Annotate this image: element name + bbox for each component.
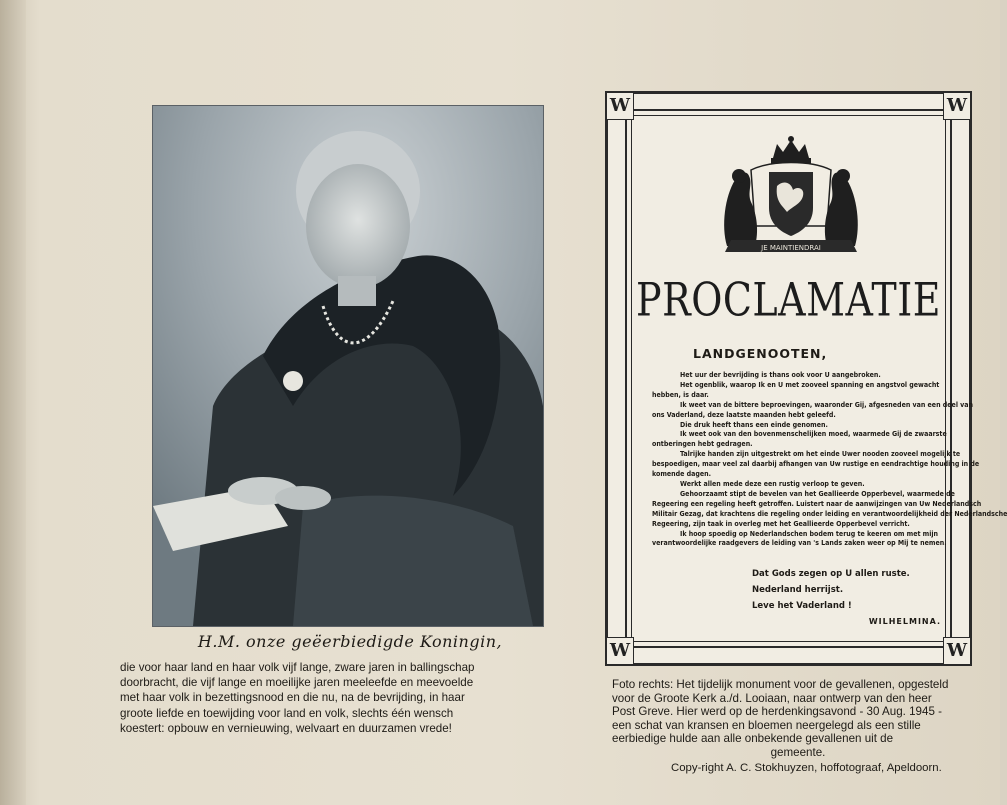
photo-credit-text — [612, 678, 984, 760]
svg-text:JE MAINTIENDRAI: JE MAINTIENDRAI — [761, 244, 821, 252]
closing-line: Dat Gods zegen op U allen ruste. — [752, 569, 910, 579]
body-line: komende dagen. — [652, 470, 712, 479]
body-line: verantwoordelijke raadgevers de leiding van 's Lands zaken weer op Mij te nemen. — [652, 539, 947, 548]
body-line: ontberingen hebt gedragen. — [652, 440, 753, 449]
closing-line: Nederland herrijst. — [752, 585, 844, 595]
body-line: Regeering een regeling heeft getroffen. Luistert naar de aanwijzingen van Uw Nederlandsch — [652, 499, 982, 508]
portrait-caption-text — [120, 660, 550, 736]
poster-title: PROCLAMATIE — [636, 273, 941, 327]
body-line: Ik weet van de bittere beproevingen, waaronder Gij, afgesneden van een deel van — [680, 400, 973, 409]
proclamation-signature: WILHELMINA. — [868, 617, 941, 626]
proclamation-poster — [605, 91, 1007, 666]
caption-line: koestert: opbouw en vernieuwing, welvaart en duurzamen vrede! — [120, 721, 452, 735]
caption-line: doorbracht, die vijf lange en moeilijke jaren meeleefde en meevoelde — [120, 676, 474, 690]
corner-w-top-left: W — [606, 92, 634, 120]
copyright-line: Copy-right A. C. Stokhuyzen, hoffotograaf, Apeldoorn. — [671, 762, 942, 774]
credit-line: Foto rechts: Het tijdelijk monument voor de gevallenen, opgesteld — [612, 678, 949, 691]
portrait-photo — [152, 105, 544, 627]
credit-line: Post Greve. Hier werd op de herdenkingsavond - 30 Aug. 1945 - — [612, 705, 942, 719]
body-line: Het ogenblik, waarop Ik en U met zooveel spanning en angstvol gewacht — [680, 380, 940, 389]
body-line: Talrijke handen zijn uitgestrekt om het einde Uwer nooden zooveel mogelijk te — [680, 450, 961, 459]
body-line: hebben, is daar. — [652, 390, 709, 399]
credit-line: voor de Groote Kerk a./d. Looiaan, naar ontwerp van den heer — [612, 691, 932, 705]
body-line: Het uur der bevrijding is thans ook voor U aangebroken. — [680, 371, 881, 379]
body-line: Die druk heeft thans een einde genomen. — [680, 420, 828, 429]
credit-line: een schat van kransen en bloemen neergelegd als een stille — [612, 718, 921, 732]
corner-w-bottom-right: W — [943, 637, 971, 665]
portrait-caption-title: H.M. onze geëerbiedigde Koningin, — [197, 632, 503, 651]
closing-line: Leve het Vaderland ! — [752, 601, 852, 611]
body-line: Regeering, zijn taak in overleg met het Geallieerde Opperbevel verricht. — [652, 519, 910, 528]
body-line: Militair Gezag, dat krachtens die regeling onder leiding en verantwoordelijkheid der Nederlandsche — [652, 509, 1007, 518]
caption-line: die voor haar land en haar volk vijf lange, zware jaren in ballingschap — [120, 661, 475, 674]
corner-w-top-right: W — [943, 92, 971, 120]
page-spine — [0, 0, 26, 805]
credit-line: gemeente. — [770, 745, 826, 759]
poster-salutation: LANDGENOOTEN, — [693, 346, 828, 361]
caption-line: groote liefde en toewijding voor land en volk, slechts één wensch — [120, 706, 454, 720]
coat-of-arms-icon — [711, 136, 871, 264]
body-line: Werkt allen mede deze een rustig verloop te geven. — [680, 479, 865, 488]
body-line: Ik weet ook van den bovenmenschelijken moed, waarmede Gij de zwaarste — [680, 430, 947, 439]
body-line: Gehoorzaamt stipt de bevelen van het Geallieerde Opperbevel, waarmede de — [680, 489, 955, 498]
body-line: ons Vaderland, deze laatste maanden hebt geleefd. — [652, 410, 836, 419]
corner-w-bottom-left: W — [606, 637, 634, 665]
body-line: Ik hoop spoedig op Nederlandschen bodem terug te keeren om met mijn — [680, 529, 939, 538]
body-line: bespoedigen, maar veel zal daarbij afhangen van Uw rustige en eendrachtige houding in de — [652, 460, 980, 469]
proclamation-closing — [752, 566, 910, 614]
proclamation-body — [652, 371, 1007, 549]
credit-line: eerbiedige hulde aan alle onbekende gevallenen uit de — [612, 732, 894, 746]
caption-line: met haar volk in bezettingsnood en die nu, na de bevrijding, in haar — [120, 691, 465, 705]
